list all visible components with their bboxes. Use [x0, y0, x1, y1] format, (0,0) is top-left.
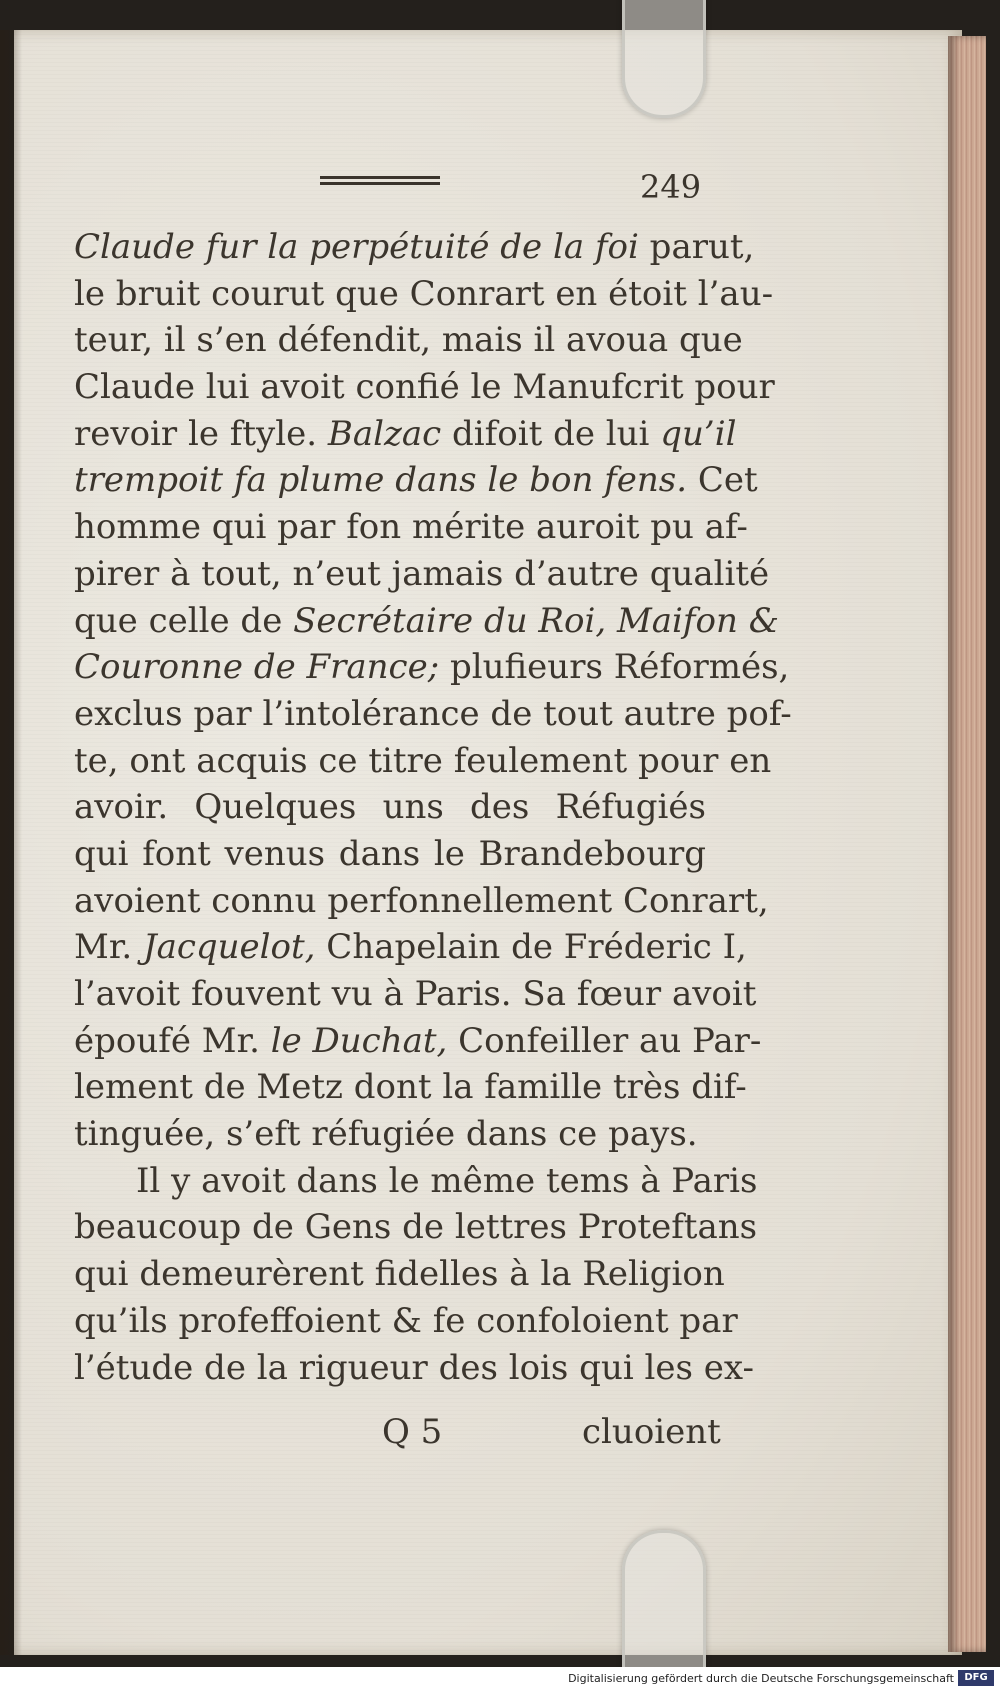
text-run: lement de Metz dont la famille très dif-	[74, 1067, 747, 1108]
text-line	[74, 1018, 762, 1065]
text-run: exclus par l’intolérance de tout autre pof-	[74, 693, 792, 734]
text-run: époufé Mr.	[74, 1020, 271, 1061]
text-run: que celle de	[74, 600, 294, 641]
spine-shadow	[0, 30, 22, 1655]
text-run: Il y avoit dans le même tems à Paris	[136, 1160, 758, 1201]
footer-credit: Digitalisierung gefördert durch die Deutsche Forschungsgemeinschaft	[568, 1672, 954, 1685]
page-clip-bottom	[622, 1530, 706, 1676]
text-line	[74, 738, 772, 785]
italic-text: fur la perpétuité de la foi	[205, 227, 639, 267]
text-line	[74, 971, 757, 1018]
text-line	[74, 1345, 754, 1392]
text-run: Cet	[687, 460, 758, 501]
text-line	[74, 691, 792, 738]
text-run: avoir. Quelques uns des Réfugiés	[74, 787, 706, 828]
page-clip-top	[622, 0, 706, 118]
header-rule	[320, 176, 440, 186]
text-run: homme qui par fon mérite auroit pu af-	[74, 507, 748, 548]
italic-text: Jacquelot,	[142, 927, 316, 968]
text-run: pirer à tout, n’eut jamais d’autre qualité	[74, 553, 770, 594]
italic-text: Couronne de France;	[74, 647, 440, 688]
italic-text: Claude	[74, 227, 206, 267]
text-line	[74, 924, 747, 971]
text-run: tinguée, s’eft réfugiée dans ce pays.	[74, 1114, 698, 1155]
page-fore-edge	[948, 36, 986, 1652]
text-line	[74, 1251, 725, 1298]
text-line	[74, 784, 706, 831]
text-line	[74, 878, 769, 925]
text-line	[74, 598, 779, 645]
catchword: cluoient	[582, 1412, 721, 1452]
italic-text: trempoit fa plume dans le bon fens.	[74, 460, 688, 501]
text-line	[74, 317, 743, 364]
text-line	[74, 1064, 747, 1111]
text-run: parut,	[638, 227, 755, 267]
text-line	[74, 364, 775, 411]
italic-text: Balzac	[327, 413, 442, 454]
text-line	[74, 1158, 758, 1205]
text-run: plufieurs Réformés,	[439, 647, 790, 688]
dfg-logo: DFG	[958, 1670, 994, 1686]
text-line	[74, 1111, 706, 1158]
italic-text: le Duchat,	[270, 1020, 448, 1061]
text-block	[74, 224, 792, 1391]
text-run: beaucoup de Gens de lettres Proteftans	[74, 1207, 758, 1248]
text-line	[74, 271, 774, 318]
text-line	[74, 224, 755, 271]
text-line	[74, 457, 758, 504]
italic-text: Secrétaire du Roi, Maifon &	[293, 600, 779, 641]
text-run: Chapelain de Fréderic I,	[315, 927, 747, 968]
text-run: qu’ils profeffoient & fe confoloient par	[74, 1300, 738, 1341]
text-run: Mr.	[74, 927, 143, 968]
text-run: Confeiller au Par-	[447, 1020, 762, 1061]
text-run: le bruit courut que Conrart en étoit l’au-	[74, 273, 774, 314]
text-run: avoient connu perfonnellement Conrart,	[74, 880, 769, 921]
text-line	[74, 1204, 758, 1251]
italic-text: qu’il	[660, 413, 737, 454]
text-line	[74, 644, 790, 691]
text-run: revoir le ftyle.	[74, 413, 328, 454]
text-line	[74, 831, 706, 878]
text-run: teur, il s’en défendit, mais il avoua que	[74, 320, 743, 361]
text-run: difoit de lui	[441, 413, 661, 454]
text-run: l’étude de la rigueur des lois qui les ex-	[74, 1347, 754, 1388]
text-line	[74, 504, 748, 551]
page-number: 249	[640, 168, 702, 206]
text-run: Claude lui avoit confié le Manufcrit pour	[74, 367, 775, 408]
text-line	[74, 411, 737, 458]
text-run: l’avoit fouvent vu à Paris. Sa fœur avoit	[74, 974, 757, 1014]
signature-mark: Q 5	[382, 1412, 443, 1452]
text-run: qui demeurèrent fidelles à la Religion	[74, 1254, 725, 1295]
text-line	[74, 551, 770, 598]
text-run: te, ont acquis ce titre feulement pour en	[74, 740, 772, 781]
text-line	[74, 1298, 738, 1345]
text-run: qui font venus dans le Brandebourg	[74, 833, 706, 874]
